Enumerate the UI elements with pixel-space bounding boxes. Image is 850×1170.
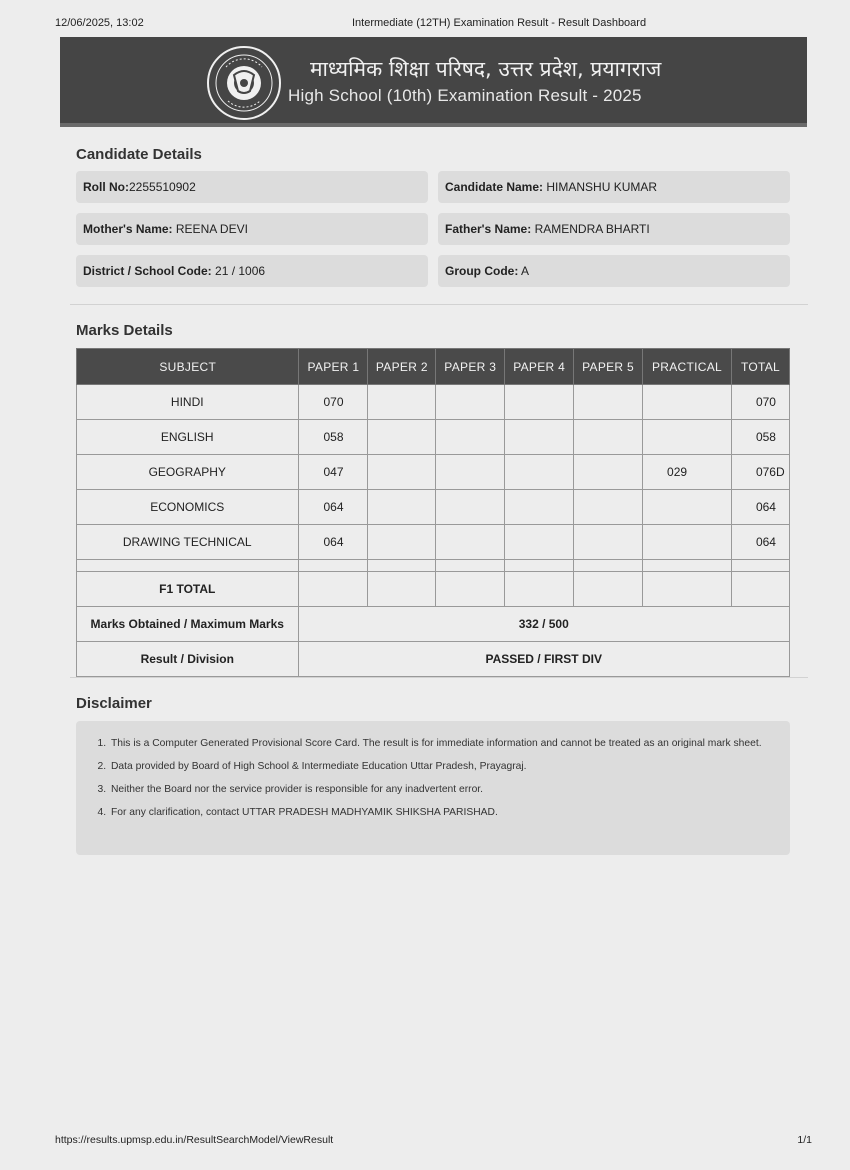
marks-cell bbox=[368, 455, 436, 490]
marks-cell: 064 bbox=[299, 490, 368, 525]
candidate-name-label: Candidate Name: bbox=[445, 180, 544, 194]
district-school-code-label: District / School Code: bbox=[83, 264, 212, 278]
district-school-code-value: 21 / 1006 bbox=[215, 264, 266, 278]
marks-table bbox=[76, 348, 790, 677]
print-footer bbox=[55, 1134, 812, 1146]
marks-cell: 064 bbox=[299, 525, 368, 560]
column-header: PAPER 3 bbox=[436, 349, 505, 385]
spacer-row bbox=[77, 560, 790, 572]
marks-cell bbox=[643, 490, 732, 525]
group-code-value: A bbox=[521, 264, 530, 278]
subject-cell: ENGLISH bbox=[77, 420, 299, 455]
roll-number-value: 2255510902 bbox=[129, 180, 196, 194]
mother-name-label: Mother's Name: bbox=[83, 222, 173, 236]
f1-total-label: F1 TOTAL bbox=[77, 572, 299, 607]
marks-cell bbox=[505, 490, 574, 525]
marks-cell: 064 bbox=[731, 490, 789, 525]
marks-cell bbox=[436, 420, 505, 455]
marks-cell: 070 bbox=[299, 385, 368, 420]
list-item: 2. Data provided by Board of High School & Intermediate Education Uttar Pradesh, Prayagraj. bbox=[109, 759, 770, 775]
group-code-field bbox=[438, 255, 790, 287]
result-division-row bbox=[77, 642, 790, 677]
subject-cell: HINDI bbox=[77, 385, 299, 420]
father-name-field bbox=[438, 213, 790, 245]
candidate-details-heading: Candidate Details bbox=[76, 146, 202, 163]
marks-cell: 076D bbox=[731, 455, 789, 490]
marks-obtained-value: 332 / 500 bbox=[299, 607, 790, 642]
result-division-value: PASSED / FIRST DIV bbox=[299, 642, 790, 677]
marks-cell bbox=[643, 420, 732, 455]
candidate-name-value: HIMANSHU KUMAR bbox=[546, 180, 658, 194]
marks-cell: 070 bbox=[731, 385, 789, 420]
marks-cell bbox=[436, 455, 505, 490]
marks-cell bbox=[643, 525, 732, 560]
marks-cell bbox=[436, 490, 505, 525]
mother-name-value: REENA DEVI bbox=[175, 222, 248, 236]
marks-cell bbox=[574, 385, 643, 420]
group-code-label: Group Code: bbox=[445, 264, 519, 278]
page-number: 1/1 bbox=[797, 1134, 812, 1146]
column-header: PAPER 1 bbox=[299, 349, 368, 385]
marks-cell: 047 bbox=[299, 455, 368, 490]
marks-cell bbox=[505, 420, 574, 455]
marks-cell bbox=[368, 525, 436, 560]
subject-cell: GEOGRAPHY bbox=[77, 455, 299, 490]
column-header: PAPER 2 bbox=[368, 349, 436, 385]
marks-cell bbox=[505, 455, 574, 490]
subject-cell: DRAWING TECHNICAL bbox=[77, 525, 299, 560]
marks-cell: 058 bbox=[299, 420, 368, 455]
table-row bbox=[77, 525, 790, 560]
marks-cell bbox=[574, 525, 643, 560]
marks-cell bbox=[368, 490, 436, 525]
print-datetime: 12/06/2025, 13:02 bbox=[55, 17, 144, 29]
disclaimer-box bbox=[76, 721, 790, 855]
list-item: 4. For any clarification, contact UTTAR PRADESH MADHYAMIK SHIKSHA PARISHAD. bbox=[109, 805, 770, 821]
marks-cell bbox=[368, 420, 436, 455]
marks-cell bbox=[574, 490, 643, 525]
marks-cell bbox=[505, 385, 574, 420]
marks-obtained-label: Marks Obtained / Maximum Marks bbox=[77, 607, 299, 642]
marks-header-row bbox=[77, 349, 790, 385]
f1-total-row bbox=[77, 572, 790, 607]
roll-number-label: Roll No: bbox=[83, 180, 129, 194]
board-seal-icon bbox=[206, 45, 282, 121]
table-row bbox=[77, 455, 790, 490]
column-header: PRACTICAL bbox=[643, 349, 732, 385]
marks-cell bbox=[368, 385, 436, 420]
table-row bbox=[77, 420, 790, 455]
column-header: SUBJECT bbox=[77, 349, 299, 385]
result-division-label: Result / Division bbox=[77, 642, 299, 677]
print-title: Intermediate (12TH) Examination Result - Result Dashboard bbox=[352, 17, 647, 29]
marks-cell: 058 bbox=[731, 420, 789, 455]
marks-details-heading: Marks Details bbox=[76, 322, 173, 339]
roll-number-field bbox=[76, 171, 428, 203]
divider bbox=[70, 304, 808, 305]
disclaimer-list bbox=[76, 721, 790, 821]
marks-cell bbox=[574, 420, 643, 455]
divider bbox=[70, 677, 808, 678]
marks-cell bbox=[643, 385, 732, 420]
father-name-value: RAMENDRA BHARTI bbox=[534, 222, 650, 236]
marks-cell bbox=[436, 525, 505, 560]
marks-cell bbox=[505, 525, 574, 560]
subject-cell: ECONOMICS bbox=[77, 490, 299, 525]
column-header: PAPER 5 bbox=[574, 349, 643, 385]
board-hindi-title: माध्यमिक शिक्षा परिषद, उत्तर प्रदेश, प्रयागराज bbox=[310, 57, 662, 81]
exam-result-title: High School (10th) Examination Result - 2025 bbox=[288, 86, 642, 105]
disclaimer-heading: Disclaimer bbox=[76, 695, 152, 712]
marks-cell bbox=[574, 455, 643, 490]
marks-cell: 029 bbox=[643, 455, 732, 490]
father-name-label: Father's Name: bbox=[445, 222, 532, 236]
candidate-name-field bbox=[438, 171, 790, 203]
marks-obtained-row bbox=[77, 607, 790, 642]
marks-cell: 064 bbox=[731, 525, 789, 560]
print-header bbox=[55, 17, 810, 33]
district-school-code-field bbox=[76, 255, 428, 287]
list-item: 1. This is a Computer Generated Provisional Score Card. The result is for immediate information and cannot be treated as an original mark sheet. bbox=[109, 736, 770, 752]
list-item: 3. Neither the Board nor the service provider is responsible for any inadvertent error. bbox=[109, 782, 770, 798]
page-url: https://results.upmsp.edu.in/ResultSearchModel/ViewResult bbox=[55, 1134, 334, 1146]
result-banner bbox=[60, 37, 807, 127]
table-row bbox=[77, 385, 790, 420]
marks-cell bbox=[436, 385, 505, 420]
column-header: TOTAL bbox=[731, 349, 789, 385]
column-header: PAPER 4 bbox=[505, 349, 574, 385]
mother-name-field bbox=[76, 213, 428, 245]
table-row bbox=[77, 490, 790, 525]
